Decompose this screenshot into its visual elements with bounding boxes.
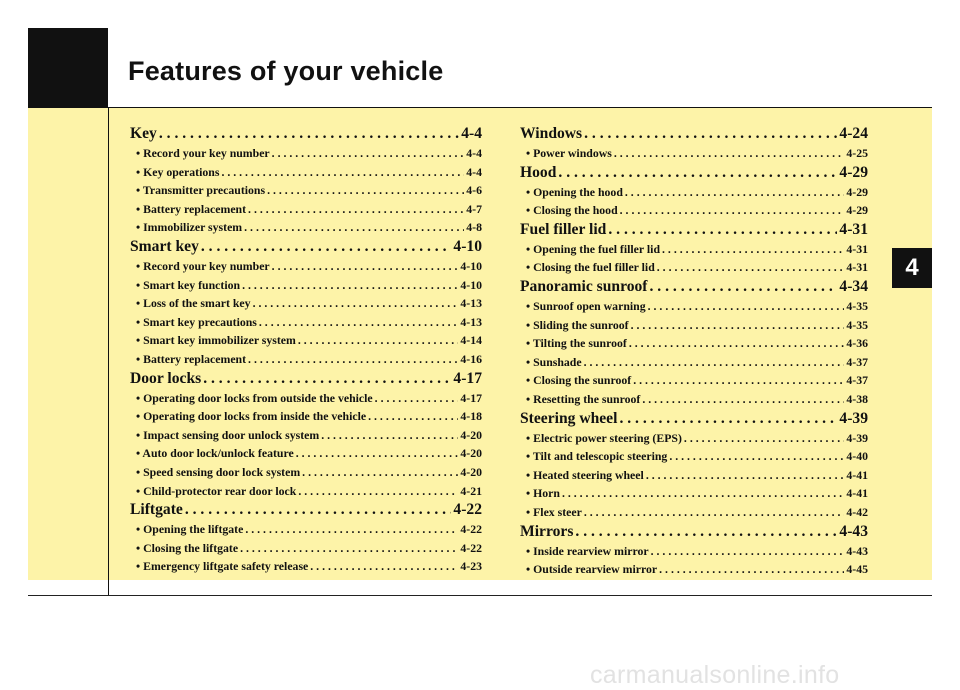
- toc-item[interactable]: [130, 444, 482, 463]
- toc-left-column: [130, 124, 482, 576]
- toc-item[interactable]: [520, 258, 868, 277]
- dot-leader: [614, 144, 845, 163]
- toc-item-label: • Transmitter precautions: [136, 183, 266, 198]
- toc-item-page: 4-16: [460, 351, 482, 366]
- toc-item-label: • Closing the hood: [526, 203, 618, 218]
- toc-item-page: 4-42: [846, 504, 868, 519]
- toc-item-label: • Sunroof open warning: [526, 298, 646, 313]
- dot-leader: [242, 276, 458, 295]
- toc-section-door-locks[interactable]: [130, 369, 482, 389]
- toc-section-title: Liftgate: [130, 501, 183, 519]
- toc-item-page: 4-13: [460, 296, 482, 311]
- toc-item[interactable]: [130, 389, 482, 408]
- toc-item-page: 4-40: [846, 449, 868, 464]
- toc-item-page: 4-21: [460, 483, 482, 498]
- toc-item-page: 4-35: [846, 317, 868, 332]
- dot-leader: [642, 390, 844, 409]
- toc-section-page: 4-34: [839, 277, 868, 295]
- toc-item-page: 4-43: [846, 543, 868, 558]
- toc-item[interactable]: [520, 503, 868, 522]
- toc-item-page: 4-29: [846, 184, 868, 199]
- toc-item-label: • Record your key number: [136, 258, 270, 273]
- toc-item[interactable]: [520, 201, 868, 220]
- toc-item-label: • Child-protector rear door lock: [136, 483, 297, 498]
- toc-item-page: 4-39: [846, 430, 868, 445]
- dot-leader: [267, 181, 464, 200]
- toc-item-label: • Opening the hood: [526, 184, 623, 199]
- chapter-tab[interactable]: 4: [892, 248, 932, 288]
- dot-leader: [657, 258, 845, 277]
- toc-item[interactable]: [520, 429, 868, 448]
- toc-section-title: Key: [130, 125, 157, 142]
- toc-item-label: • Speed sensing door lock system: [136, 464, 301, 479]
- toc-item-page: 4-17: [460, 390, 482, 405]
- toc-item-label: • Heated steering wheel: [526, 467, 644, 482]
- toc-section-hood[interactable]: [520, 163, 868, 183]
- toc-section-windows[interactable]: [520, 124, 868, 144]
- dot-leader: [375, 389, 459, 408]
- toc-item-label: • Smart key precautions: [136, 314, 257, 329]
- dot-leader: [244, 218, 464, 237]
- dot-leader: [321, 426, 458, 445]
- toc-item-page: 4-4: [466, 146, 482, 160]
- toc-section-page: 4-17: [453, 369, 482, 387]
- toc-section-page: 4-10: [453, 237, 482, 255]
- toc-item[interactable]: [520, 240, 868, 259]
- dot-leader: [203, 369, 451, 389]
- toc-section-title: Steering wheel: [520, 409, 618, 427]
- dot-leader: [302, 463, 458, 482]
- toc-item-label: • Power windows: [526, 146, 612, 160]
- toc-item[interactable]: [130, 407, 482, 426]
- toc-section-panoramic-sunroof[interactable]: [520, 277, 868, 297]
- toc-item-label: • Record your key number: [136, 146, 270, 160]
- toc-item[interactable]: [520, 484, 868, 503]
- toc-item[interactable]: [520, 447, 868, 466]
- dot-leader: [368, 407, 458, 426]
- toc-item-page: 4-37: [846, 354, 868, 369]
- toc-item[interactable]: [520, 144, 868, 163]
- toc-item-page: 4-38: [846, 391, 868, 406]
- dot-leader: [298, 482, 458, 501]
- toc-item-page: 4-25: [846, 146, 868, 160]
- toc-section-page: 4-39: [839, 409, 868, 427]
- toc-item-page: 4-41: [846, 467, 868, 482]
- toc-section-page: 4-4: [461, 125, 482, 142]
- toc-right-column: [520, 124, 868, 579]
- toc-section-title: Door locks: [130, 369, 202, 387]
- toc-item[interactable]: [130, 557, 482, 576]
- toc-item-label: • Smart key immobilizer system: [136, 333, 296, 348]
- toc-item[interactable]: [130, 257, 482, 276]
- toc-section-page: 4-29: [839, 163, 868, 181]
- toc-item-page: 4-22: [460, 540, 482, 555]
- toc-item-label: • Loss of the smart key: [136, 296, 251, 311]
- dot-leader: [272, 144, 465, 163]
- toc-item-label: • Electric power steering (EPS): [526, 430, 682, 445]
- toc-item-page: 4-20: [460, 464, 482, 479]
- toc-item[interactable]: [130, 313, 482, 332]
- toc-item[interactable]: [130, 331, 482, 350]
- toc-item-page: 4-45: [846, 562, 868, 577]
- toc-item-label: • Battery replacement: [136, 351, 247, 366]
- toc-item[interactable]: [520, 183, 868, 202]
- toc-item[interactable]: [130, 539, 482, 558]
- dot-leader: [185, 500, 452, 520]
- dot-leader: [659, 560, 844, 579]
- dot-leader: [248, 350, 458, 369]
- toc-item-label: • Opening the fuel filler lid: [526, 241, 661, 256]
- dot-leader: [662, 240, 844, 259]
- toc-item-label: • Key operations: [136, 164, 220, 179]
- dot-leader: [240, 539, 458, 558]
- toc-item-page: 4-18: [460, 409, 482, 424]
- dot-leader: [648, 297, 845, 316]
- toc-item[interactable]: [520, 542, 868, 561]
- dot-leader: [629, 334, 845, 353]
- toc-item-label: • Operating door locks from outside the vehicle: [136, 390, 373, 405]
- dot-leader: [619, 409, 837, 429]
- toc-item[interactable]: [130, 181, 482, 200]
- toc-item-label: • Tilting the sunroof: [526, 336, 627, 351]
- dot-leader: [608, 220, 837, 240]
- dot-leader: [298, 331, 459, 350]
- toc-item-label: • Battery replacement: [136, 201, 247, 216]
- dot-leader: [201, 237, 452, 257]
- dot-leader: [646, 466, 845, 485]
- toc-item-page: 4-23: [460, 559, 482, 574]
- toc-item-page: 4-20: [460, 446, 482, 461]
- dot-leader: [562, 484, 844, 503]
- toc-item-label: • Outside rearview mirror: [526, 562, 658, 577]
- dot-leader: [669, 447, 844, 466]
- toc-item[interactable]: [130, 163, 482, 182]
- toc-item[interactable]: [520, 390, 868, 409]
- toc-item-page: 4-31: [846, 260, 868, 275]
- toc-item-label: • Sliding the sunroof: [526, 317, 629, 332]
- toc-item-page: 4-13: [460, 314, 482, 329]
- toc-item[interactable]: [520, 297, 868, 316]
- toc-item-page: 4-20: [460, 427, 482, 442]
- toc-item-label: • Horn: [526, 486, 560, 501]
- toc-item-page: 4-31: [846, 241, 868, 256]
- toc-item-label: • Closing the fuel filler lid: [526, 260, 655, 275]
- toc-item[interactable]: [130, 200, 482, 219]
- toc-section-title: Smart key: [130, 237, 199, 255]
- dot-leader: [272, 257, 459, 276]
- dot-leader: [651, 542, 845, 561]
- toc-section-title: Mirrors: [520, 522, 574, 540]
- dot-leader: [253, 294, 459, 313]
- toc-item[interactable]: [520, 560, 868, 579]
- dot-leader: [159, 124, 459, 144]
- chapter-corner-block: [28, 28, 108, 108]
- toc-section-page: 4-43: [839, 522, 868, 540]
- dot-leader: [575, 522, 837, 542]
- toc-item-page: 4-4: [466, 164, 482, 179]
- toc-item-label: • Sunshade: [526, 354, 582, 369]
- toc-item-page: 4-8: [466, 220, 482, 235]
- toc-item-label: • Smart key function: [136, 277, 241, 292]
- dot-leader: [584, 353, 845, 372]
- toc-section-page: 4-31: [839, 220, 868, 238]
- toc-item-page: 4-10: [460, 277, 482, 292]
- dot-leader: [296, 444, 459, 463]
- dot-leader: [620, 201, 845, 220]
- toc-item[interactable]: [130, 520, 482, 539]
- toc-item[interactable]: [130, 276, 482, 295]
- watermark: carmanualsonline.info: [590, 661, 840, 689]
- toc-item-page: 4-7: [466, 201, 482, 216]
- toc-item-label: • Tilt and telescopic steering: [526, 449, 668, 464]
- dot-leader: [650, 277, 838, 297]
- toc-item-label: • Immobilizer system: [136, 220, 243, 235]
- toc-section-page: 4-24: [839, 125, 868, 142]
- toc-item-label: • Closing the liftgate: [136, 540, 239, 555]
- dot-leader: [259, 313, 458, 332]
- dot-leader: [584, 124, 837, 144]
- toc-item-page: 4-41: [846, 486, 868, 501]
- toc-item[interactable]: [130, 426, 482, 445]
- toc-item[interactable]: [130, 294, 482, 313]
- toc-item-label: • Auto door lock/unlock feature: [136, 446, 294, 461]
- dot-leader: [558, 163, 837, 183]
- toc-item[interactable]: [520, 334, 868, 353]
- toc-item-page: 4-22: [460, 522, 482, 537]
- toc-item-page: 4-37: [846, 373, 868, 388]
- toc-section-liftgate[interactable]: [130, 500, 482, 520]
- toc-section-fuel-filler-lid[interactable]: [520, 220, 868, 240]
- dot-leader: [631, 316, 845, 335]
- dot-leader: [633, 371, 844, 390]
- toc-item[interactable]: [520, 466, 868, 485]
- toc-section-title: Panoramic sunroof: [520, 277, 648, 295]
- toc-item-page: 4-35: [846, 298, 868, 313]
- toc-section-title: Windows: [520, 125, 583, 142]
- bottom-divider: [28, 595, 932, 596]
- toc-item-label: • Resetting the sunroof: [526, 391, 641, 406]
- dot-leader: [310, 557, 458, 576]
- toc-item[interactable]: [520, 353, 868, 372]
- toc-section-page: 4-22: [453, 501, 482, 519]
- toc-item-page: 4-6: [466, 183, 482, 198]
- dot-leader: [245, 520, 458, 539]
- toc-section-steering-wheel[interactable]: [520, 409, 868, 429]
- toc-item-label: • Impact sensing door unlock system: [136, 427, 320, 442]
- toc-section-smart-key[interactable]: [130, 237, 482, 257]
- toc-item-page: 4-29: [846, 203, 868, 218]
- page-title: Features of your vehicle: [128, 56, 444, 86]
- toc-item[interactable]: [520, 371, 868, 390]
- toc-section-title: Hood: [520, 163, 557, 181]
- toc-item-label: • Opening the liftgate: [136, 522, 244, 537]
- margin-divider: [108, 108, 109, 596]
- toc-item-label: • Emergency liftgate safety release: [136, 559, 309, 574]
- toc-section-mirrors[interactable]: [520, 522, 868, 542]
- toc-item-label: • Flex steer: [526, 504, 582, 519]
- toc-item-label: • Closing the sunroof: [526, 373, 632, 388]
- dot-leader: [584, 503, 845, 522]
- toc-item[interactable]: [130, 218, 482, 237]
- toc-item-label: • Inside rearview mirror: [526, 543, 649, 558]
- toc-item[interactable]: [130, 482, 482, 501]
- dot-leader: [625, 183, 844, 202]
- toc-item[interactable]: [130, 350, 482, 369]
- toc-item[interactable]: [130, 463, 482, 482]
- toc-section-key[interactable]: [130, 124, 482, 144]
- toc-item-page: 4-10: [460, 258, 482, 273]
- toc-item[interactable]: [130, 144, 482, 163]
- dot-leader: [684, 429, 844, 448]
- toc-item-label: • Operating door locks from inside the vehicle: [136, 409, 367, 424]
- toc-item-page: 4-36: [846, 336, 868, 351]
- toc-item[interactable]: [520, 316, 868, 335]
- dot-leader: [221, 163, 464, 182]
- dot-leader: [248, 200, 464, 219]
- toc-item-page: 4-14: [460, 333, 482, 348]
- toc-section-title: Fuel filler lid: [520, 220, 607, 238]
